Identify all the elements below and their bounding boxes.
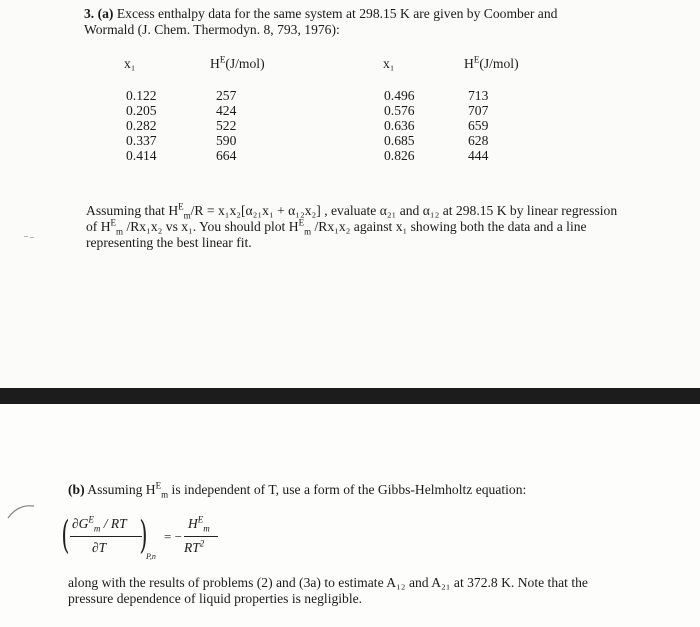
table-cell: 0.122 <box>126 88 157 103</box>
eq-numerator-right: $H^E_m$ <box>188 514 210 534</box>
table-cell: 444 <box>468 148 489 163</box>
problem-intro-line-1 <box>84 6 557 22</box>
paragraph-a-line-1: Assuming that $H^E_m/R = x_1x_2[\alpha_{21}x_1 + \alpha_{12}x_2]$ , evaluate α₂₁ and α₁₂ at 298.15 K by linear regression <box>86 201 618 221</box>
problem-number: 3. <box>84 6 95 21</box>
margin-arc-mark <box>6 500 36 520</box>
paragraph-a-line-3: representing the best linear fit. <box>86 235 252 250</box>
table-cell: 257 <box>216 88 237 103</box>
eq-numerator-left: $\partial G^E_m$ / RT <box>72 514 127 534</box>
gibbs-helmholtz-equation <box>61 512 244 564</box>
fraction-bar-right <box>184 536 218 537</box>
table-cell: 628 <box>468 133 489 148</box>
eq-denominator-right: $RT^2$ <box>184 538 205 555</box>
table-header-h-right: $H^E(J/mol)$ <box>464 54 519 71</box>
table-cell: 0.685 <box>384 133 415 148</box>
eq-equals: = − <box>164 529 182 544</box>
page-divider <box>0 388 700 404</box>
fraction-bar-left <box>70 536 142 537</box>
table-cell: 522 <box>216 118 237 133</box>
table-column-h-right <box>468 88 488 163</box>
eq-denominator-left: ∂T <box>92 540 107 555</box>
table-header-x-left: x₁ <box>124 56 136 71</box>
intro-text-1: Excess enthalpy data for the same system at 298.15 K are given by Coomber and <box>116 6 558 21</box>
table-cell: 0.576 <box>384 103 415 118</box>
table-cell: 664 <box>216 148 237 163</box>
table-column-h-left <box>216 88 236 163</box>
part-b-line-1: (b) Assuming $H^E_m$ is independent of T, use a form of the Gibbs-Helmholtz equation: <box>68 480 527 500</box>
closing-line-2: pressure dependence of liquid properties is negligible. <box>68 591 363 606</box>
table-header-h-left: $H^E(J/mol)$ <box>210 54 265 71</box>
table-cell: 0.496 <box>384 88 415 103</box>
table-cell: 713 <box>468 88 489 103</box>
part-a-label: (a) <box>97 6 114 21</box>
table-column-x-right <box>384 88 415 163</box>
table-cell: 659 <box>468 118 489 133</box>
table-column-x-left <box>126 88 157 163</box>
table-cell: 0.826 <box>384 148 415 163</box>
problem-intro-line-2: Wormald (J. Chem. Thermodyn. 8, 793, 1976): <box>84 22 340 37</box>
margin-mark <box>24 236 38 238</box>
part-b-label: (b) <box>68 482 85 497</box>
table-cell: 707 <box>468 103 489 118</box>
table-cell: 0.636 <box>384 118 415 133</box>
table-cell: 590 <box>216 133 237 148</box>
table-cell: 0.205 <box>126 103 157 118</box>
table-cell: 0.282 <box>126 118 157 133</box>
eq-subscript-pn: P,n <box>146 552 156 561</box>
table-cell: 0.414 <box>126 148 157 163</box>
paragraph-a-line-2: of $H^E_m$ /Rx₁x₂ vs x₁. You should plot $H^E_m$ /Rx₁x₂ against x₁ showing both the data and a line <box>86 217 587 237</box>
table-cell: 0.337 <box>126 133 157 148</box>
table-cell: 424 <box>216 103 237 118</box>
right-paren: ) <box>139 513 148 557</box>
closing-line-1: along with the results of problems (2) and (3a) to estimate A₁₂ and A₂₁ at 372.8 K. Note that the <box>68 575 588 590</box>
left-paren: ( <box>61 513 70 557</box>
table-header-x-right: x₁ <box>383 56 395 71</box>
